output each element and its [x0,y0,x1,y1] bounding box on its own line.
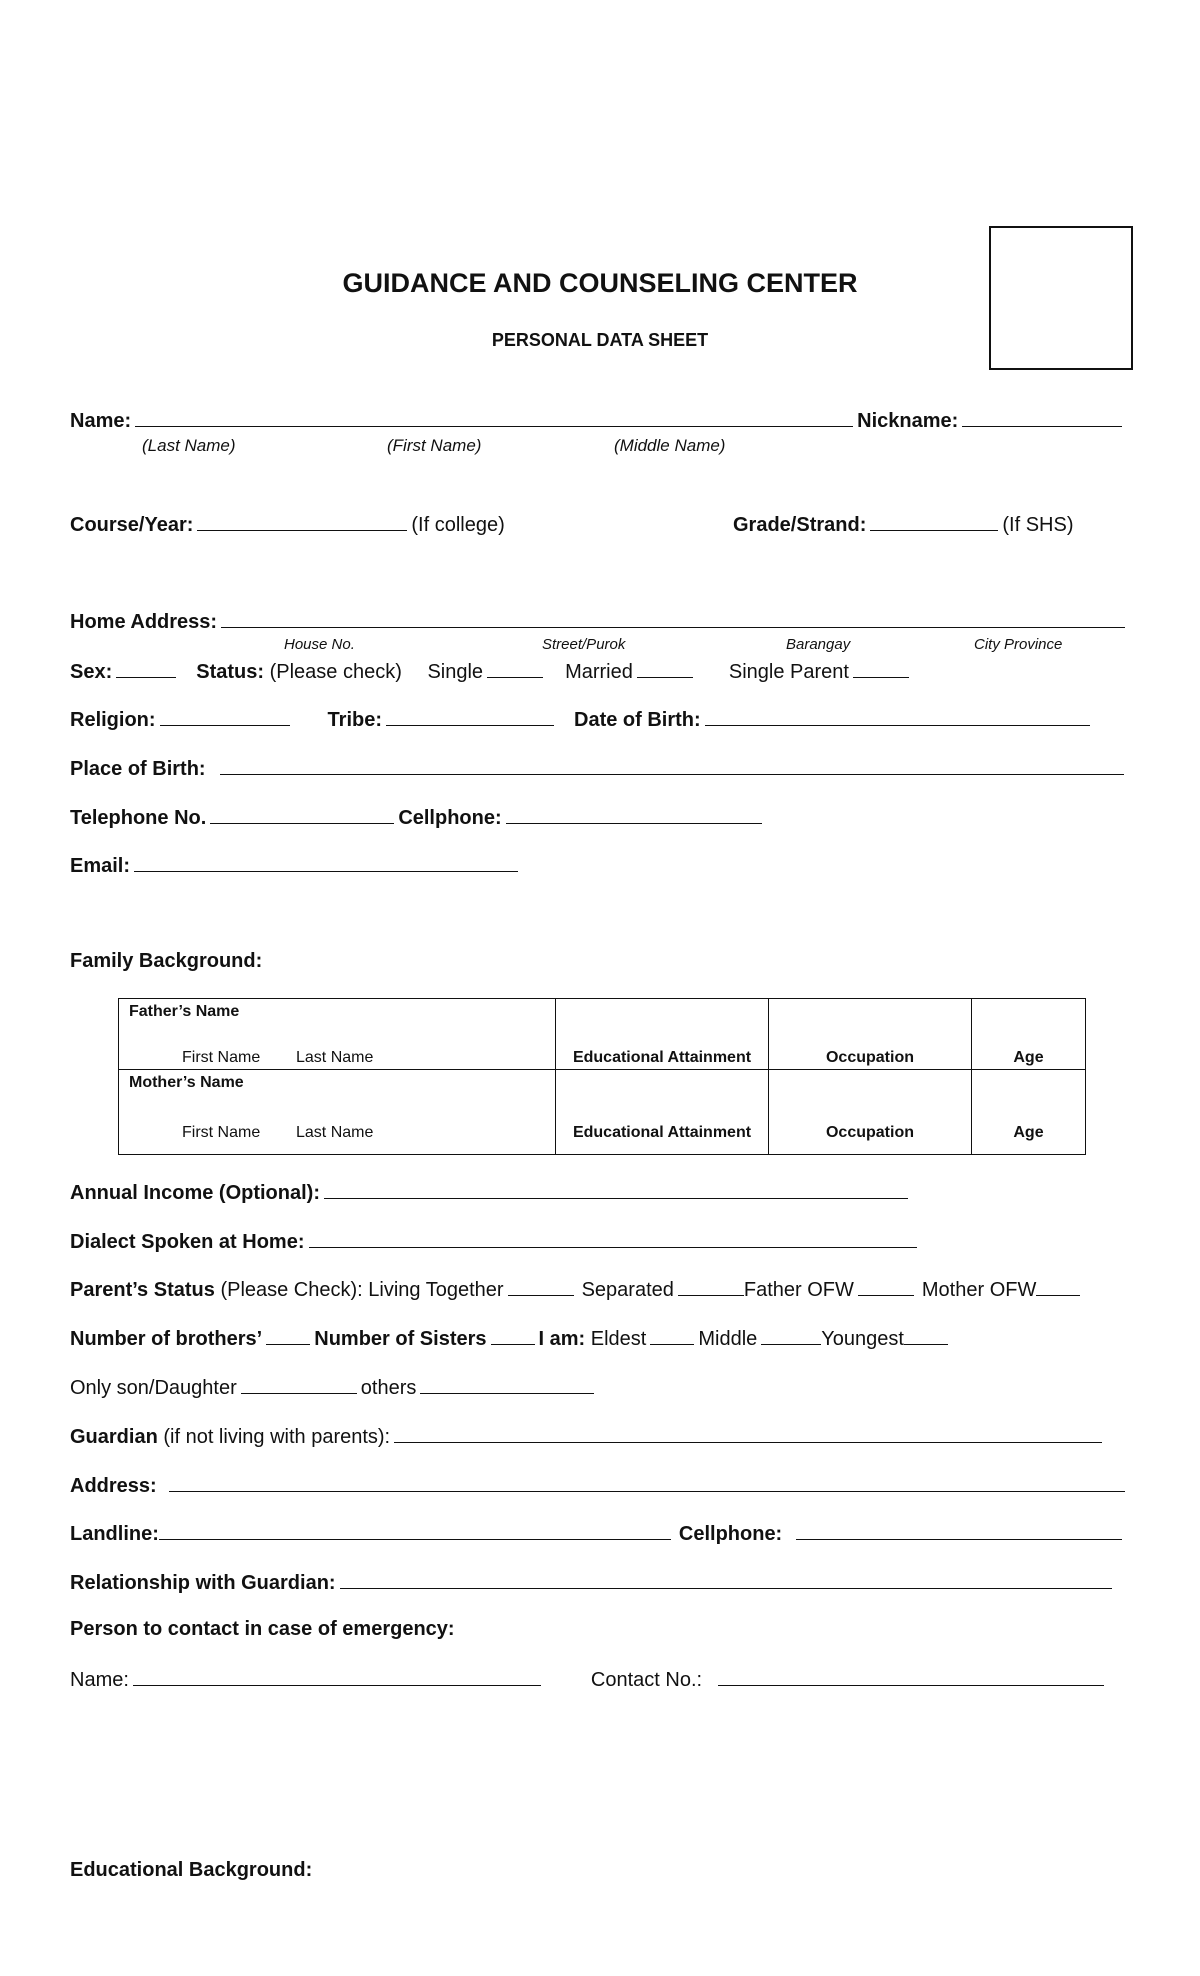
income-row [70,1180,912,1205]
guardian-row [70,1424,1106,1449]
others-field[interactable] [420,1375,594,1394]
mother-last-name-label: Last Name [296,1124,374,1141]
emergency-row [70,1667,1108,1692]
brothers-field[interactable] [266,1326,310,1345]
mother-row [119,1070,1086,1155]
mother-education-cell[interactable] [556,1070,769,1155]
mother-occupation-cell[interactable] [769,1070,972,1155]
nickname-field[interactable] [962,408,1122,427]
guardian-label: Guardian [70,1426,158,1448]
mother-ofw-check[interactable] [1036,1277,1080,1296]
income-field[interactable] [324,1180,908,1199]
course-note: (If college) [411,514,505,536]
sex-status-row [70,659,913,684]
city-province-hint: City Province [974,636,1063,653]
telephone-field[interactable] [210,805,394,824]
mother-name-cell[interactable] [119,1070,556,1155]
email-row [70,853,522,878]
living-together-check[interactable] [508,1277,574,1296]
father-name-heading: Father’s Name [129,1003,240,1020]
dialect-field[interactable] [309,1229,917,1248]
page-subtitle: PERSONAL DATA SHEET [491,330,709,350]
separated-check[interactable] [678,1277,744,1296]
family-table [118,998,1086,1155]
guardian-field[interactable] [394,1424,1102,1443]
father-name-cell[interactable] [119,999,556,1070]
guardian-cellphone-label: Cellphone: [678,1523,783,1545]
telephone-label: Telephone No. [70,807,207,829]
tribe-label: Tribe: [327,709,382,731]
father-last-name-label: Last Name [296,1049,374,1066]
guardian-address-label: Address: [70,1475,157,1497]
emergency-heading: Person to contact in case of emergency: [70,1618,455,1640]
only-child-field[interactable] [241,1375,357,1394]
family-background-heading: Family Background: [70,950,263,972]
course-field[interactable] [197,512,407,531]
pob-label: Place of Birth: [70,758,206,780]
religion-field[interactable] [160,707,290,726]
middle-check[interactable] [761,1326,821,1345]
father-age-label: Age [1013,1049,1044,1066]
emergency-name-field[interactable] [133,1667,541,1686]
youngest-label: Youngest [821,1328,904,1350]
cellphone-field[interactable] [506,805,762,824]
guardian-cellphone-field[interactable] [796,1521,1122,1540]
last-name-hint: (Last Name) [142,436,236,455]
youngest-check[interactable] [904,1326,948,1345]
educational-background-heading: Educational Background: [70,1859,313,1881]
father-ofw-check[interactable] [858,1277,914,1296]
religion-row [70,707,1094,732]
sex-label: Sex: [70,661,113,683]
tribe-field[interactable] [386,707,554,726]
status-single-check[interactable] [487,659,543,678]
address-field[interactable] [221,609,1125,628]
grade-field[interactable] [870,512,998,531]
phone-row [70,805,766,830]
address-row [70,609,1129,634]
name-label: Name: [70,410,132,432]
father-age-cell[interactable] [972,999,1086,1070]
landline-field[interactable] [159,1521,671,1540]
landline-row [70,1521,1126,1546]
status-single-parent-label: Single Parent [728,661,849,683]
parents-status-row [70,1277,1084,1302]
guardian-address-field[interactable] [169,1473,1125,1492]
status-single-label: Single [427,661,484,683]
sisters-field[interactable] [491,1326,535,1345]
grade-note: (If SHS) [1002,514,1074,536]
barangay-hint: Barangay [786,636,851,653]
grade-row [733,512,1073,537]
grade-label: Grade/Strand: [733,514,867,536]
mother-ofw-label: Mother OFW [921,1279,1037,1301]
dialect-row [70,1229,921,1254]
others-label: others [360,1377,417,1399]
parents-status-note: (Please Check): [220,1279,363,1301]
guardian-note: (if not living with parents): [163,1426,391,1448]
pob-field[interactable] [220,756,1124,775]
course-label: Course/Year: [70,514,194,536]
house-no-hint: House No. [284,636,355,653]
sisters-label: Number of Sisters [314,1328,487,1350]
father-row [119,999,1086,1070]
middle-label: Middle [698,1328,758,1350]
sex-field[interactable] [116,659,176,678]
living-together-label: Living Together [368,1279,504,1301]
cellphone-label: Cellphone: [398,807,502,829]
status-note: (Please check) [269,661,402,683]
eldest-check[interactable] [650,1326,694,1345]
mother-first-name-label: First Name [182,1124,261,1141]
email-label: Email: [70,855,131,877]
nickname-label: Nickname: [857,410,959,432]
first-name-hint: (First Name) [387,436,482,455]
pob-row [70,756,1128,781]
siblings-row [70,1326,952,1351]
parents-status-label: Parent’s Status [70,1279,215,1301]
only-child-row [70,1375,598,1400]
mother-age-cell[interactable] [972,1070,1086,1155]
middle-name-hint: (Middle Name) [614,436,726,455]
status-married-check[interactable] [637,659,693,678]
status-married-label: Married [565,661,633,683]
status-single-parent-check[interactable] [853,659,909,678]
street-hint: Street/Purok [542,636,626,653]
dob-field[interactable] [705,707,1090,726]
brothers-label: Number of brothers’ [70,1328,263,1350]
contact-no-label: Contact No.: [590,1669,703,1691]
father-occupation-label: Occupation [825,1049,914,1066]
relationship-label: Relationship with Guardian: [70,1572,336,1594]
father-education-cell[interactable] [556,999,769,1070]
dob-label: Date of Birth: [574,709,701,731]
mother-occupation-label: Occupation [825,1124,914,1141]
name-field[interactable] [135,408,853,427]
landline-label: Landline: [70,1523,159,1545]
emergency-name-label: Name: [70,1669,129,1691]
guardian-address-row [70,1473,1129,1498]
status-label: Status: [196,661,265,683]
relationship-field[interactable] [340,1570,1112,1589]
father-occupation-cell[interactable] [769,999,972,1070]
father-first-name-label: First Name [182,1049,261,1066]
only-child-label: Only son/Daughter [70,1377,237,1399]
dialect-label: Dialect Spoken at Home: [70,1231,305,1253]
mother-name-heading: Mother’s Name [129,1074,244,1091]
address-label: Home Address: [70,611,218,633]
mother-education-label: Educational Attainment [572,1124,752,1141]
relationship-row [70,1570,1116,1595]
contact-no-field[interactable] [718,1667,1104,1686]
page-title: GUIDANCE AND COUNSELING CENTER [342,268,858,298]
eldest-label: Eldest [590,1328,647,1350]
course-row [70,512,505,537]
religion-label: Religion: [70,709,156,731]
name-row [70,408,1126,433]
father-education-label: Educational Attainment [572,1049,752,1066]
father-ofw-label: Father OFW [743,1279,854,1301]
email-field[interactable] [134,853,518,872]
mother-age-label: Age [1013,1124,1044,1141]
iam-label: I am: [538,1328,586,1350]
separated-label: Separated [581,1279,674,1301]
income-label: Annual Income (Optional): [70,1182,320,1204]
